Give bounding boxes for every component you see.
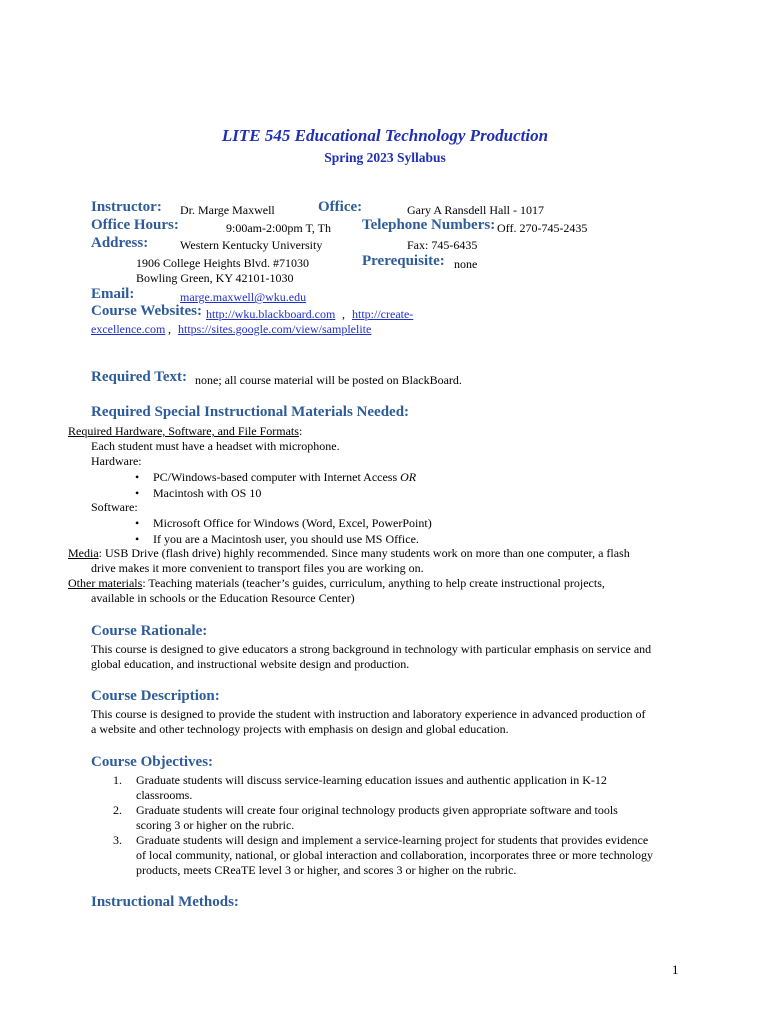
rationale-line2: global education, and instructional website design and production. xyxy=(91,657,410,671)
hw-formats-label: Required Hardware, Software, and File Formats xyxy=(68,424,299,438)
website-create-link-cont[interactable]: excellence.com xyxy=(91,322,166,336)
list-item: • Macintosh with OS 10 xyxy=(135,485,262,500)
telephone-value: Off. 270-745-2435 xyxy=(497,221,588,235)
description-line2: a website and other technology projects with emphasis on design and global education. xyxy=(91,722,509,736)
description-line1: This course is designed to provide the student with instruction and laboratory experience in advanced production of xyxy=(91,707,646,721)
bullet-icon: • xyxy=(135,531,140,546)
objective-number: 1. xyxy=(113,773,122,787)
office-hours-label: Office Hours: xyxy=(91,217,179,233)
objective-line: of local community, national, or global interaction and collaboration, incorporates three or more technology xyxy=(136,848,654,862)
software-list xyxy=(135,516,432,547)
websites-label: Course Websites: xyxy=(91,303,202,319)
media-label: Media xyxy=(68,546,99,560)
office-label: Office: xyxy=(318,199,363,215)
list-item: • Microsoft Office for Windows (Word, Excel, PowerPoint) xyxy=(135,516,432,530)
instructor-value: Dr. Marge Maxwell xyxy=(180,203,275,217)
office-value: Gary A Ransdell Hall - 1017 xyxy=(407,203,544,217)
headset-note: Each student must have a headset with microphone. xyxy=(91,439,340,453)
objective-line: Graduate students will discuss service-learning education issues and authentic application in K-12 xyxy=(136,773,607,787)
address-label: Address: xyxy=(91,235,149,251)
list-item: • PC/Windows-based computer with Internet Access OR xyxy=(135,470,417,484)
address-line3: Bowling Green, KY 42101-1030 xyxy=(136,271,294,285)
objective-number: 3. xyxy=(113,833,122,847)
email-label: Email: xyxy=(91,286,135,302)
other-line2: available in schools or the Education Resource Center) xyxy=(91,591,355,605)
required-text-label: Required Text: xyxy=(91,369,187,385)
objective-line: Graduate students will design and implement a service-learning project for students that provides evidence xyxy=(136,833,649,847)
website-create-link[interactable]: http://create- xyxy=(352,307,414,321)
other-line1: Other materials: Teaching materials (teacher’s guides, curriculum, anything to help create instructional projects, xyxy=(68,576,605,590)
website-separator: , xyxy=(342,307,345,321)
required-text-value: none; all course material will be posted on BlackBoard. xyxy=(195,373,462,387)
fax-value: Fax: 745-6435 xyxy=(407,238,478,252)
objective-line: scoring 3 or higher on the rubric. xyxy=(136,818,295,832)
instructor-label: Instructor: xyxy=(91,199,162,215)
list-item: • If you are a Macintosh user, you should use MS Office. xyxy=(135,531,419,546)
description-heading: Course Description: xyxy=(91,688,220,704)
objective-line: classrooms. xyxy=(136,788,193,802)
materials-heading: Required Special Instructional Materials Needed: xyxy=(91,404,410,420)
rationale-heading: Course Rationale: xyxy=(91,623,208,639)
hw-formats-line xyxy=(68,424,302,440)
hw-formats-colon: : xyxy=(298,424,303,438)
telephone-label: Telephone Numbers: xyxy=(362,217,496,233)
objective-number: 2. xyxy=(113,803,122,817)
bullet-icon: • xyxy=(135,516,140,530)
prerequisite-label: Prerequisite: xyxy=(362,253,445,269)
rationale-line1: This course is designed to give educators a strong background in technology with particular emphasis on service and xyxy=(91,642,652,656)
hardware-label: Hardware: xyxy=(91,454,142,468)
website-blackboard-link[interactable]: http://wku.blackboard.com xyxy=(206,307,336,321)
page-number: 1 xyxy=(672,962,679,977)
address-line2: 1906 College Heights Blvd. #71030 xyxy=(136,256,309,270)
software-label: Software: xyxy=(91,500,138,514)
page-title: LITE 545 Educational Technology Production xyxy=(221,126,549,145)
hardware-list xyxy=(135,470,417,501)
page-subtitle: Spring 2023 Syllabus xyxy=(324,150,446,165)
media-line1: Media: USB Drive (flash drive) highly recommended. Since many students work on more than one computer, a flash xyxy=(68,546,630,560)
media-line2: drive makes it more convenient to transport files you are working on. xyxy=(91,561,424,575)
objective-line: Graduate students will create four original technology products given appropriate software and tools xyxy=(136,803,618,817)
other-label: Other materials xyxy=(68,576,143,590)
website-separator: , xyxy=(168,322,171,336)
office-hours-value: 9:00am-2:00pm T, Th xyxy=(226,221,331,235)
objectives-heading: Course Objectives: xyxy=(91,754,214,770)
prerequisite-value: none xyxy=(454,257,478,271)
objective-line: products, meets CReaTE level 3 or higher, and scores 3 or higher on the rubric. xyxy=(136,863,517,877)
address-line1: Western Kentucky University xyxy=(180,238,323,252)
methods-heading: Instructional Methods: xyxy=(91,894,239,910)
website-googlesite-link[interactable]: https://sites.google.com/view/samplelite xyxy=(178,322,372,336)
email-link[interactable]: marge.maxwell@wku.edu xyxy=(180,290,307,304)
bullet-icon: • xyxy=(135,470,140,484)
bullet-icon: • xyxy=(135,485,140,500)
